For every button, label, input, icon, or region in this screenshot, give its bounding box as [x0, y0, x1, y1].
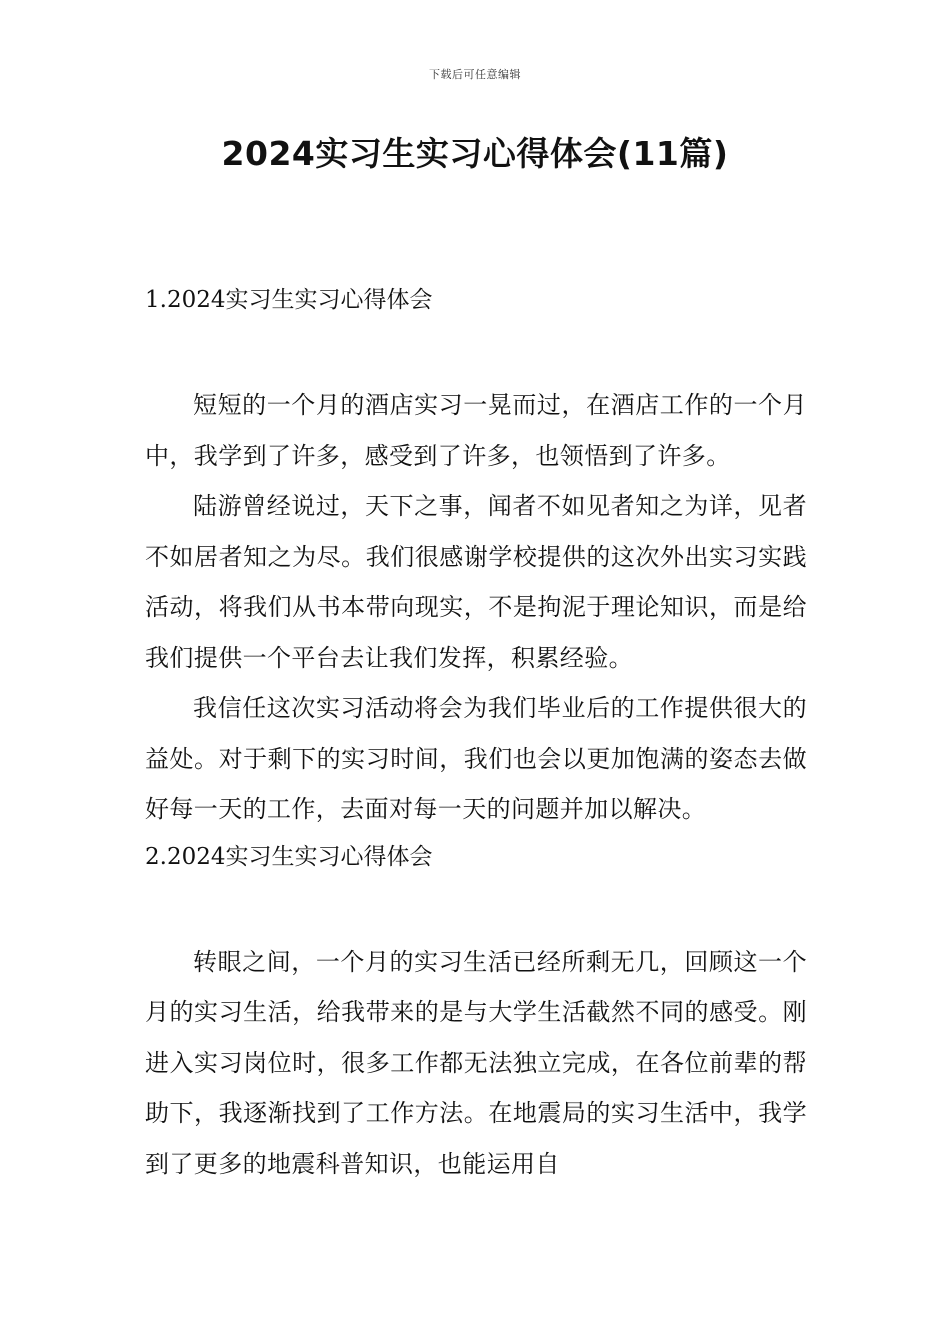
spacer	[145, 877, 807, 937]
paragraph: 陆游曾经说过，天下之事，闻者不如见者知之为详，见者不如居者知之为尽。我们很感谢学校提供的这次外出实习实践活动，将我们从书本带向现实，不是拘泥于理论知识，而是给我们提供一个平台去让我们发挥，积累经验。	[145, 492, 807, 672]
paragraph: 转眼之间，一个月的实习生活已经所剩无几，回顾这一个月的实习生活，给我带来的是与大学生活截然不同的感受。刚进入实习岗位时，很多工作都无法独立完成，在各位前辈的帮助下，我逐渐找到了工作方法。在地震局的实习生活中，我学到了更多的地震科普知识，也能运用自	[145, 947, 807, 1178]
section-heading-2: 2.2024实习生实习心得体会	[145, 843, 433, 870]
section-heading-1: 1.2024实习生实习心得体会	[145, 287, 433, 313]
document-title: 2024实习生实习心得体会(11篇)	[221, 134, 729, 173]
paragraph: 我信任这次实习活动将会为我们毕业后的工作提供很大的益处。对于剩下的实习时间，我们也会以更加饱满的姿态去做好每一天的工作，去面对每一天的问题并加以解决。	[145, 694, 807, 823]
header-note: 下载后可任意编辑	[429, 68, 521, 81]
spacer	[145, 320, 807, 380]
paragraph: 短短的一个月的酒店实习一晃而过，在酒店工作的一个月中，我学到了许多，感受到了许多，也领悟到了许多。	[145, 391, 807, 470]
document-body	[145, 280, 807, 1189]
